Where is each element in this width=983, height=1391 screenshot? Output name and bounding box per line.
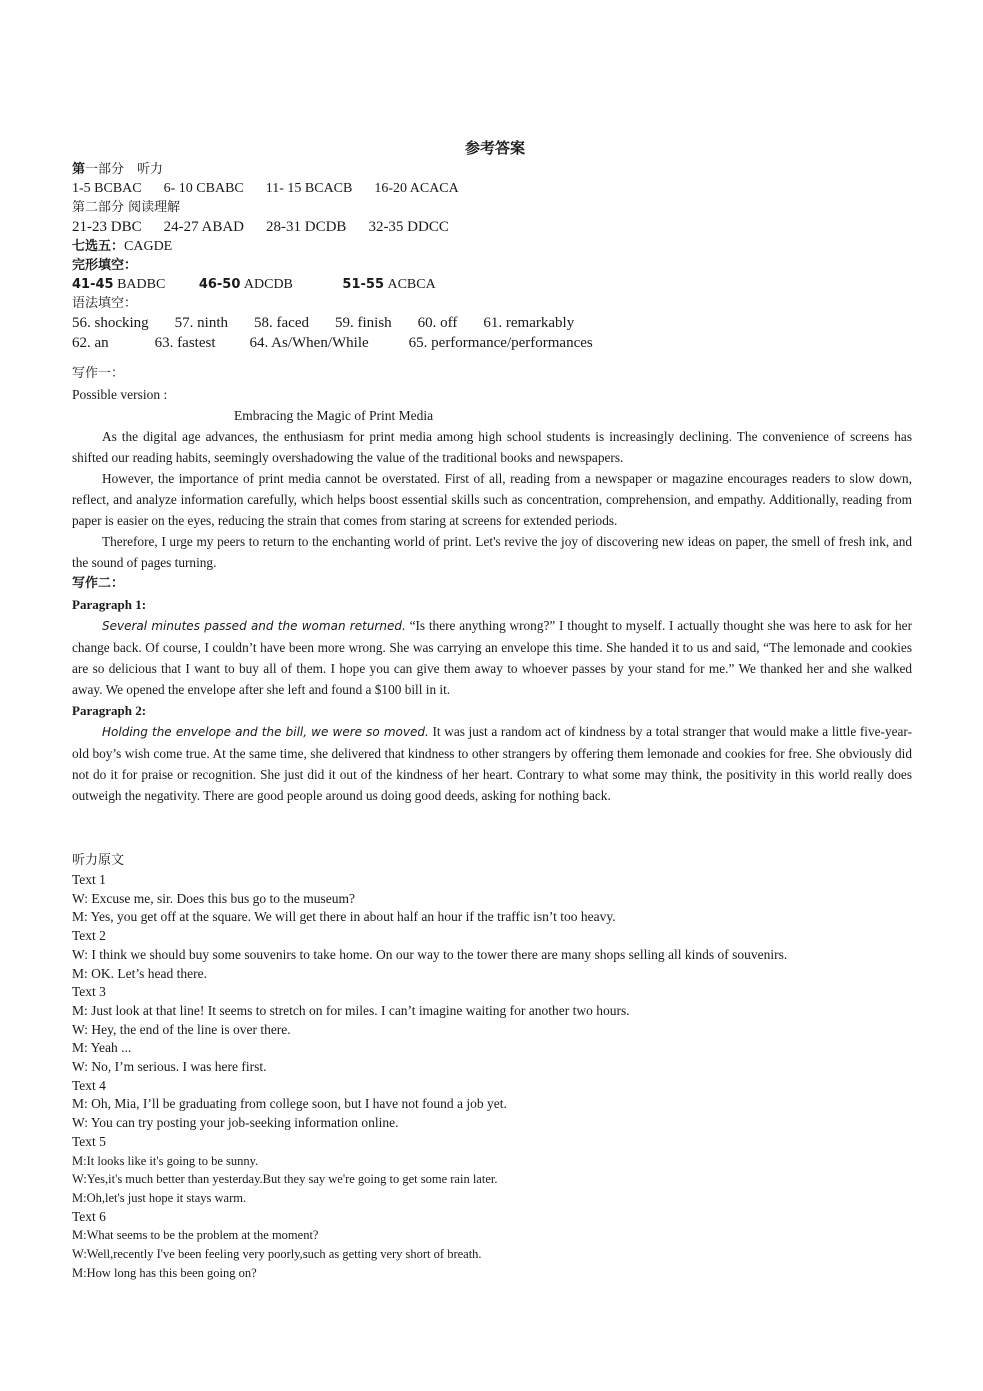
cloze-range: 41-45	[72, 277, 114, 292]
grammar-answer: 62. an	[72, 335, 109, 351]
transcript-line: W: No, I’m serious. I was here first.	[72, 1059, 267, 1075]
cloze-answers	[72, 275, 912, 294]
essay-paragraph: However, the importance of print media cannot be overstated. First of all, reading from a newspaper or magazine encourages readers to slow down, reflect, and analyze information carefully, which helps boost essential skills such as concentration, comprehension, and empathy. Additionally, reading from paper is easier on the eyes, reducing the strain that comes from staring at screens for extended periods.	[72, 471, 912, 528]
paragraph1-lead: Several minutes passed and the woman returned.	[102, 619, 406, 633]
cloze-heading: 完形填空：	[72, 258, 138, 273]
writing2-heading: 写作二：	[72, 576, 125, 591]
grammar-answer: 63. fastest	[154, 335, 216, 351]
transcript-line: Text 2	[72, 928, 106, 944]
part1-heading	[72, 160, 912, 179]
transcript-line: W: I think we should buy some souvenirs to take home. On our way to the tower there are many shops selling all kinds of souvenirs.	[72, 946, 788, 962]
paragraph1-text: “Is there anything wrong?” I thought to myself. I actually thought she was here to ask for her change back. Of course, I couldn’t have been more wrong. She was carrying an envelope this time. She handed it to us and said, “The lemonade and cookies are so delicious that I want to buy all of them. I hope you can give them away to whoever passes by your stand for me.” We thanked her and she walked away. We opened the envelope after she left and found a $100 bill in it.	[72, 618, 912, 697]
essay-title: Embracing the Magic of Print Media	[234, 408, 434, 423]
cloze-answer: ACBCA	[387, 277, 436, 292]
transcript-line: M: Just look at that line! It seems to stretch on for miles. I can’t imagine waiting for another two hours.	[72, 1002, 630, 1018]
part2-heading: 第二部分 阅读理解	[72, 200, 181, 215]
transcript-line: M:Oh,let's just hope it stays warm.	[72, 1190, 247, 1205]
grammar-heading: 语法填空：	[72, 296, 138, 311]
grammar-answer: 57. ninth	[174, 315, 229, 331]
cloze-range: 51-55	[342, 277, 384, 292]
transcript-line: W: You can try posting your job-seeking information online.	[72, 1115, 399, 1131]
cloze-answer: BADBC	[117, 277, 166, 292]
grammar-answer: 58. faced	[254, 315, 309, 331]
transcript-line: Text 1	[72, 872, 106, 887]
answer-group: 24-27 ABAD	[163, 219, 245, 235]
cloze-range: 46-50	[198, 277, 241, 292]
transcript-line: M:What seems to be the problem at the moment?	[72, 1228, 319, 1243]
essay-paragraph: As the digital age advances, the enthusiasm for print media among high school students is increasingly declining. The convenience of screens has shifted our reading habits, seemingly overshadowing the value of the traditional books and newspapers.	[72, 429, 912, 465]
answer-page	[72, 138, 912, 1282]
cloze-answer: ADCDB	[243, 277, 293, 292]
paragraph2-label: Paragraph 2:	[72, 703, 147, 718]
seven-answer: CAGDE	[124, 239, 173, 254]
part1-heading-bold: 第	[72, 162, 86, 177]
seven-label: 七选五：	[72, 239, 125, 254]
transcript-line: Text 4	[72, 1077, 106, 1093]
transcript-heading: 听力原文	[72, 853, 125, 868]
paragraph2-text: It was just a random act of kindness by a total stranger that would make a little five-year-old boy’s wish come true. At the same time, she delivered that kindness to other strangers by offering them lemonade and cookies for free. She obviously did not do it for praise or recognition. She just did it out of the kindness of her heart. Contrary to what some may think, the positivity in this world really does outweigh the negativity. There are good people around us doing good deeds, asking for nothing back.	[72, 724, 912, 803]
paragraph1-label: Paragraph 1:	[72, 597, 147, 612]
grammar-answer: 59. finish	[334, 315, 392, 331]
transcript-line: W: Excuse me, sir. Does this bus go to the museum?	[72, 890, 355, 906]
transcript-line: M: OK. Let’s head there.	[72, 965, 207, 981]
answer-group: 32-35 DDCC	[368, 219, 449, 235]
possible-version-label: Possible version :	[72, 387, 168, 402]
transcript-line: W:Yes,it's much better than yesterday.But they say we're going to get some rain later.	[72, 1172, 498, 1187]
paragraph2-lead: Holding the envelope and the bill, we were so moved.	[102, 725, 429, 739]
transcript-line: M: Yeah ...	[72, 1040, 132, 1056]
transcript-line: M:It looks like it's going to be sunny.	[72, 1153, 259, 1168]
grammar-answer: 61. remarkably	[483, 315, 575, 331]
transcript-line: M: Yes, you get off at the square. We will get there in about half an hour if the traffic isn’t too heavy.	[72, 909, 616, 925]
answer-group: 6- 10 CBABC	[163, 181, 244, 196]
page-title: 参考答案	[464, 141, 525, 157]
part1-answers	[72, 179, 912, 198]
grammar-row-1	[72, 313, 912, 333]
writing1-heading: 写作一：	[72, 366, 125, 381]
transcript-line: Text 3	[72, 984, 106, 1000]
answer-group: 28-31 DCDB	[266, 219, 347, 235]
continuation-paragraph-2	[72, 721, 912, 806]
transcript-line: Text 5	[72, 1133, 106, 1149]
grammar-answer: 64. As/When/While	[249, 335, 369, 351]
transcript-line: M:How long has this been going on?	[72, 1265, 257, 1280]
transcript-line: W:Well,recently I've been feeling very poorly,such as getting very short of breath.	[72, 1247, 482, 1262]
seven-choose-five	[72, 237, 912, 256]
part1-heading-rest: 一部分 听力	[85, 162, 164, 177]
continuation-paragraph-1	[72, 615, 912, 700]
grammar-answer: 60. off	[417, 315, 458, 331]
grammar-answer: 65. performance/performances	[408, 335, 593, 351]
transcript-line: M: Oh, Mia, I’ll be graduating from college soon, but I have not found a job yet.	[72, 1096, 507, 1112]
answer-group: 16-20 ACACA	[374, 181, 459, 196]
answer-group: 1-5 BCBAC	[72, 181, 142, 196]
answer-group: 21-23 DBC	[72, 219, 142, 235]
grammar-answer: 56. shocking	[72, 315, 149, 331]
grammar-row-2	[72, 333, 912, 353]
transcript-line: Text 6	[72, 1208, 106, 1224]
answer-group: 11- 15 BCACB	[265, 181, 353, 196]
transcript-line: W: Hey, the end of the line is over there.	[72, 1021, 291, 1037]
part2-answers	[72, 217, 912, 237]
essay-paragraph: Therefore, I urge my peers to return to the enchanting world of print. Let's revive the joy of discovering new ideas on paper, the smell of fresh ink, and the sound of pages turning.	[72, 534, 912, 570]
